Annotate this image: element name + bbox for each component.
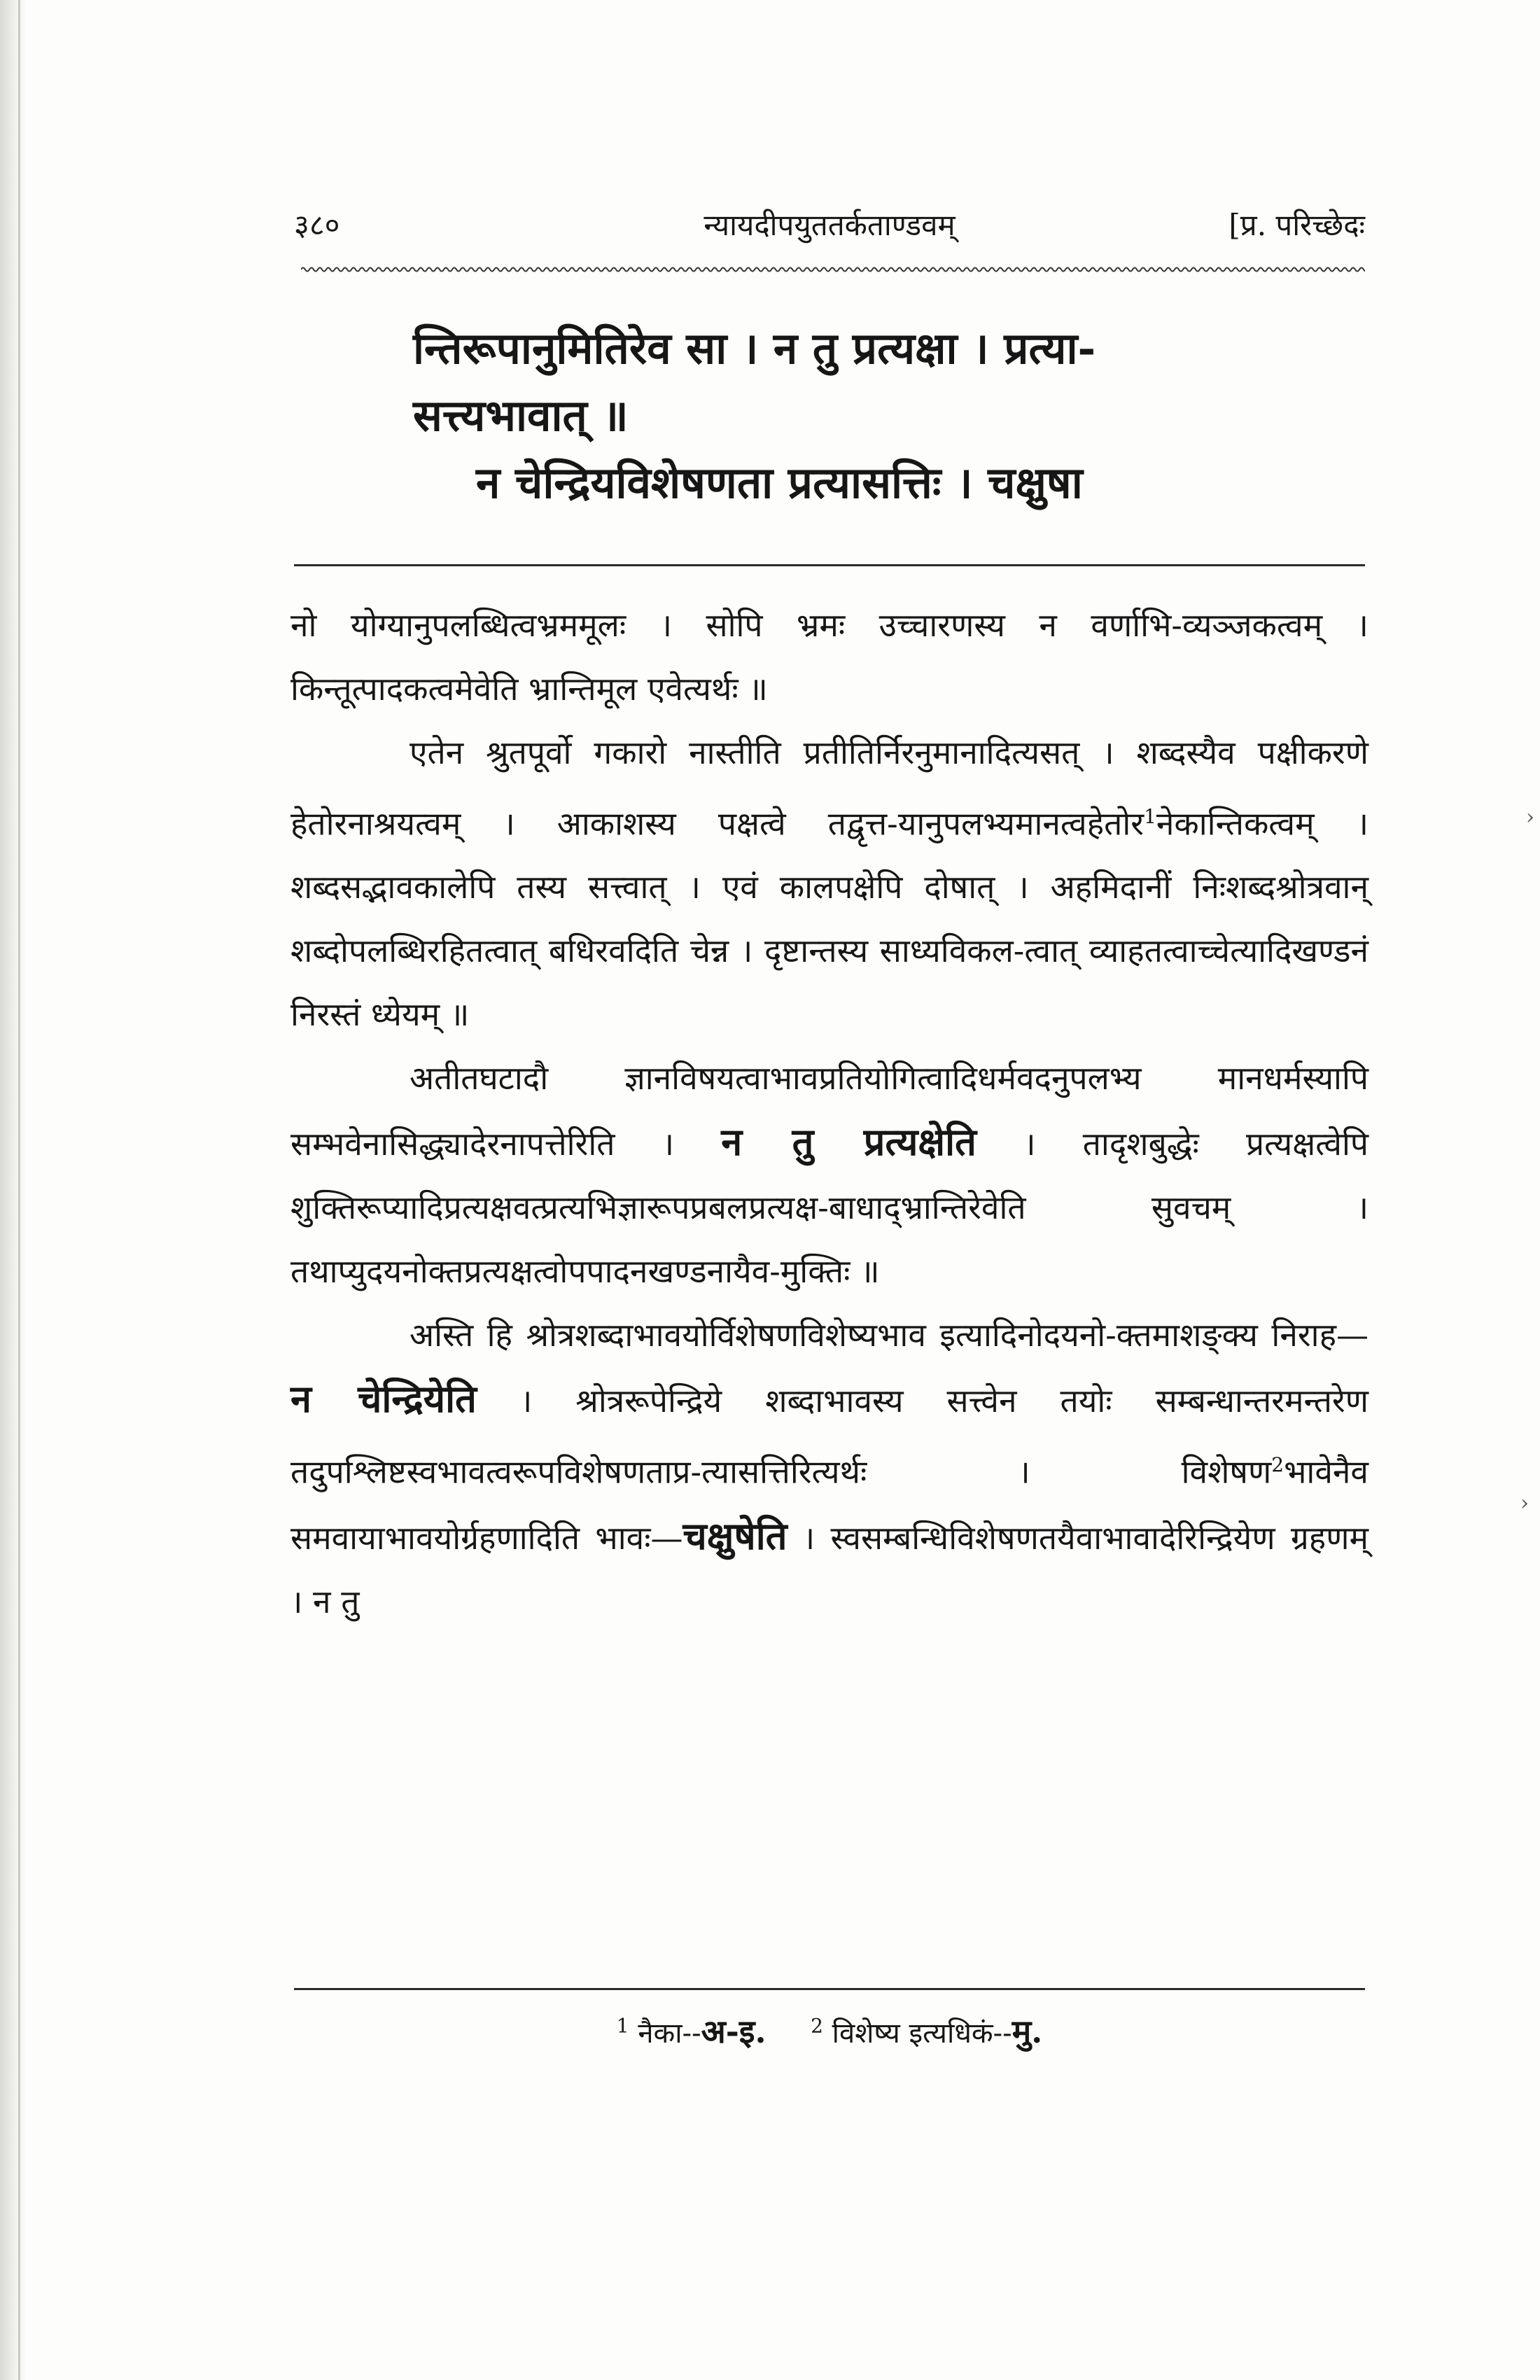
footnote-ref-2[interactable]: 2 bbox=[1271, 1453, 1284, 1477]
footnote-mark-1: 1 bbox=[616, 2014, 629, 2038]
page-edge bbox=[0, 0, 27, 2380]
commentary-paragraph-1 bbox=[290, 594, 1368, 721]
page-edge-line bbox=[18, 0, 20, 2380]
pratika-keyword: न तु प्रत्यक्षेति bbox=[721, 1119, 976, 1165]
commentary-text: नेकान्तिकत्वम् । शब्दसद्भावकालेपि तस्य सत्त्वात् । एवं कालपक्षेपि दोषात् । अहमिदानीं निःशब्दश्रोत्रवान् शब्दोपलब्धिरहितत्वात् बधिरवदिति चेन्न । दृष्टान्तस्य साध्यविकल-त्वात् व्याहतत्वाच्चेत्यादिखण्डनं निरस्तं ध्येयम् ॥ bbox=[290, 804, 1369, 1034]
commentary-paragraph-4 bbox=[290, 1303, 1368, 1633]
commentary-text: भावेनैव समवायाभावयोर्ग्रहणादिति भावः— bbox=[290, 1452, 1368, 1557]
footnote-1-text: नैका-- bbox=[638, 2017, 701, 2050]
commentary-paragraph-2 bbox=[290, 721, 1368, 1046]
commentary-text: अस्ति हि श्रोत्रशब्दाभावयोर्विशेषणविशेष्यभाव इत्यादिनोदयनो-क्तमाशङ्क्य निराह— bbox=[410, 1316, 1368, 1354]
commentary-paragraph-3 bbox=[290, 1046, 1368, 1303]
page-number: ३८० bbox=[294, 208, 340, 242]
verse-divider bbox=[294, 564, 1365, 566]
commentary-block bbox=[290, 594, 1368, 1634]
pratika-keyword: चक्षुषेति bbox=[682, 1513, 788, 1558]
commentary-text: एतेन श्रुतपूर्वो गकारो नास्तीति प्रतीतिर्निरनुमानादित्यसत् । शब्दस्यैव पक्षीकरणे हेतोरनाश्रयत्वम् । आकाशस्य पक्षत्वे तद्वृत्त-यानुपलभ्यमानत्वहेतोर bbox=[290, 734, 1368, 843]
wavy-divider bbox=[301, 265, 1365, 274]
running-head bbox=[294, 197, 1365, 246]
verse-line-3: न चेन्द्रियविशेषणता प्रत्यासत्तिः । चक्षुषा bbox=[476, 457, 1083, 508]
commentary-text: नो योग्यानुपलब्धित्वभ्रममूलः । सोपि भ्रमः उच्चारणस्य न वर्णाभि-व्यञ्जकत्वम् । किन्तूत्पादकत्वमेवेति भ्रान्तिमूल एवेत्यर्थः ॥ bbox=[290, 606, 1368, 708]
commentary-text: । तादृशबुद्धेः प्रत्यक्षत्वेपि शुक्तिरूप्यादिप्रत्यक्षवत्प्रत्यभिज्ञारूपप्रबलप्रत्यक्ष-बाधाद्भ्रान्तिरेवेति सुवचम् । तथाप्युदयनोक्तप्रत्यक्षत्वोपपादनखण्डनायैव-मुक्तिः ॥ bbox=[290, 1125, 1368, 1291]
margin-speck: › bbox=[1526, 805, 1534, 830]
footnote-ref-1[interactable]: 1 bbox=[1144, 805, 1156, 828]
running-title: न्यायदीपयुततर्कताण्डवम् bbox=[704, 208, 955, 242]
footnotes bbox=[294, 2009, 1365, 2052]
pratika-keyword: न चेन्द्रियेति bbox=[290, 1376, 477, 1422]
verse-line-2: सत्त्यभावात् ॥ bbox=[413, 390, 629, 441]
commentary-text: अतीतघटादौ ज्ञानविषयत्वाभावप्रतियोगित्वादिधर्मवदनुपलभ्य मानधर्मस्यापि सम्भवेनासिद्ध्यादेरनापत्तेरिति । bbox=[290, 1059, 1368, 1163]
footnote-2-source: मु. bbox=[1011, 2012, 1043, 2050]
footnote-2-text: विशेष्य इत्यधिकं-- bbox=[832, 2017, 1012, 2050]
verse-line-1: न्तिरूपानुमितिरेव सा । न तु प्रत्यक्षा । प्रत्या- bbox=[413, 323, 1096, 374]
verse-block bbox=[413, 315, 1309, 517]
chapter-label: [प्र. परिच्छेदः bbox=[1228, 208, 1365, 242]
footnote-divider bbox=[294, 1988, 1365, 1990]
footnote-mark-2: 2 bbox=[811, 2014, 823, 2038]
commentary-text: । स्वसम्बन्धिविशेषणतयैवाभावादेरिन्द्रियेण ग्रहणम् । न तु bbox=[290, 1518, 1368, 1620]
commentary-text: । श्रोत्ररूपेन्द्रिये शब्दाभावस्य सत्त्वेन तयोः सम्बन्धान्तरमन्तरेण तदुपश्लिष्टस्वभावत्वरूपविशेषणताप्र-त्यासत्तिरित्यर्थः । विशेषण bbox=[290, 1382, 1368, 1491]
footnote-1-source: अ-इ. bbox=[701, 2012, 766, 2050]
margin-speck: › bbox=[1520, 1491, 1529, 1516]
